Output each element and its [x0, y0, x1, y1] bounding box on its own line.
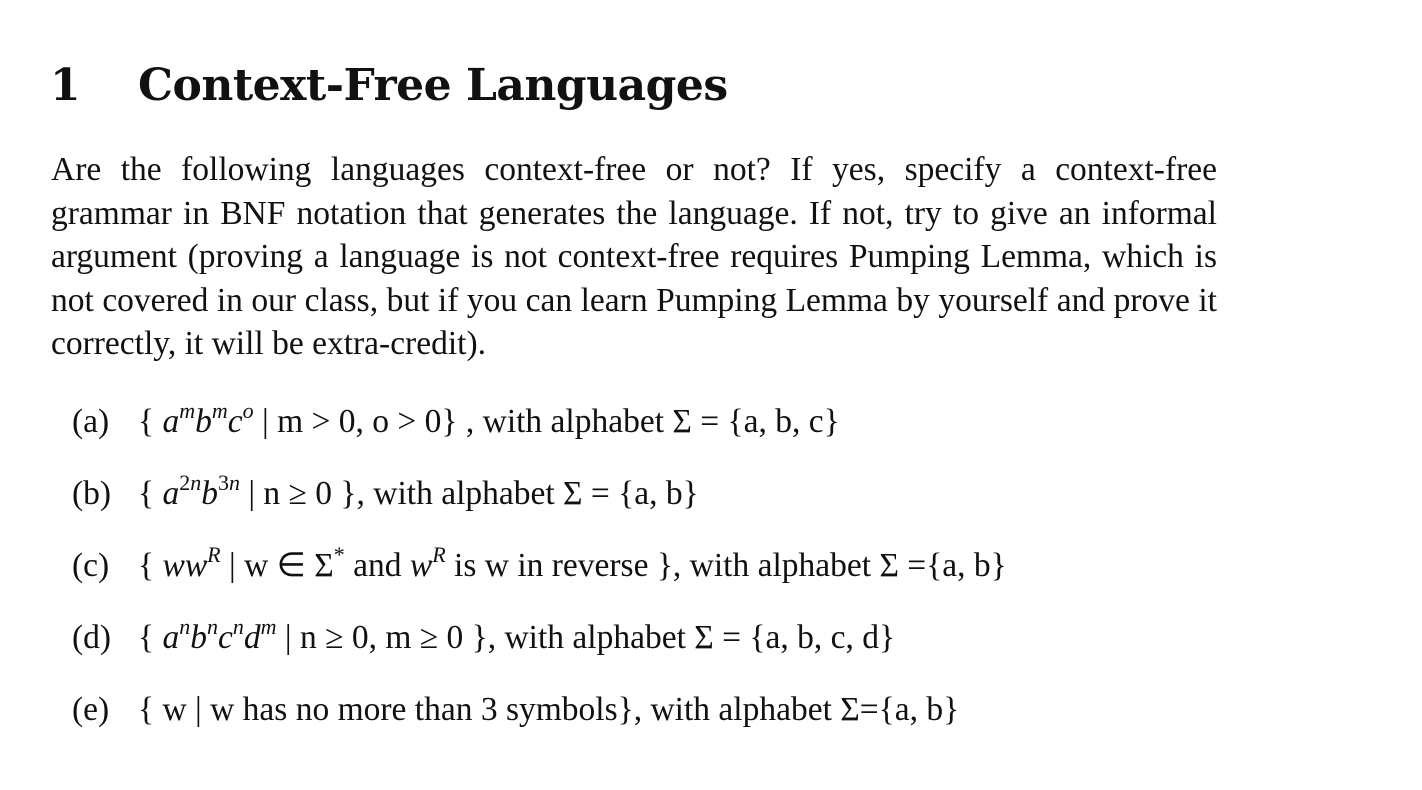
item-marker: (d)	[72, 619, 112, 656]
set-condition-part: and	[344, 547, 410, 584]
language-expression: $a^mb^mc^o$	[162, 398, 254, 440]
section-heading	[50, 56, 728, 116]
item-marker: (c)	[72, 547, 110, 584]
problem-item-e	[72, 683, 1007, 755]
language-expression: $a^{2n}b^{3n}$	[162, 470, 240, 512]
set-open-brace: {	[138, 403, 163, 440]
kleene-star: *	[333, 542, 345, 567]
set-condition-part: is w in reverse }, with alphabet Σ ={a, b}	[445, 547, 1007, 584]
set-condition: | n ≥ 0 }, with alphabet Σ = {a, b}	[239, 475, 699, 512]
item-marker: (a)	[72, 403, 110, 440]
problem-list	[72, 395, 1007, 755]
problem-item-c	[72, 539, 1007, 611]
section-number: 1	[50, 60, 81, 111]
item-marker: (e)	[72, 691, 110, 728]
set-condition: | n ≥ 0, m ≥ 0 }, with alphabet Σ = {a, b, c, d}	[276, 619, 896, 656]
section-title: Context-Free Languages	[138, 60, 728, 111]
reverse-expression: $w^R$	[409, 542, 446, 584]
item-marker: (b)	[72, 475, 112, 512]
intro-paragraph: Are the following languages context-free or not? If yes, specify a context-free grammar in BNF notation that generates the language. If not, try to give an informal argument (proving a language is not context-free requires Pumping Lemma, which is not covered in our class, but if you can learn Pumping Lemma by yourself and prove it correctly, it will be extra-credit).	[51, 151, 1217, 362]
set-open-brace: {	[138, 619, 163, 656]
set-open-brace: {	[138, 547, 163, 584]
set-condition: | m > 0, o > 0} , with alphabet Σ = {a, b, c}	[253, 403, 840, 440]
problem-item-a	[72, 395, 1007, 467]
problem-item-b	[72, 467, 1007, 539]
set-definition: { w | w has no more than 3 symbols}, with alphabet Σ={a, b}	[138, 691, 960, 728]
set-open-brace: {	[138, 475, 163, 512]
language-expression: $a^nb^nc^nd^m$	[162, 614, 277, 656]
set-condition-part: | w ∈ Σ	[220, 547, 334, 584]
problem-item-d	[72, 611, 1007, 683]
language-expression: $ww^R$	[162, 542, 221, 584]
